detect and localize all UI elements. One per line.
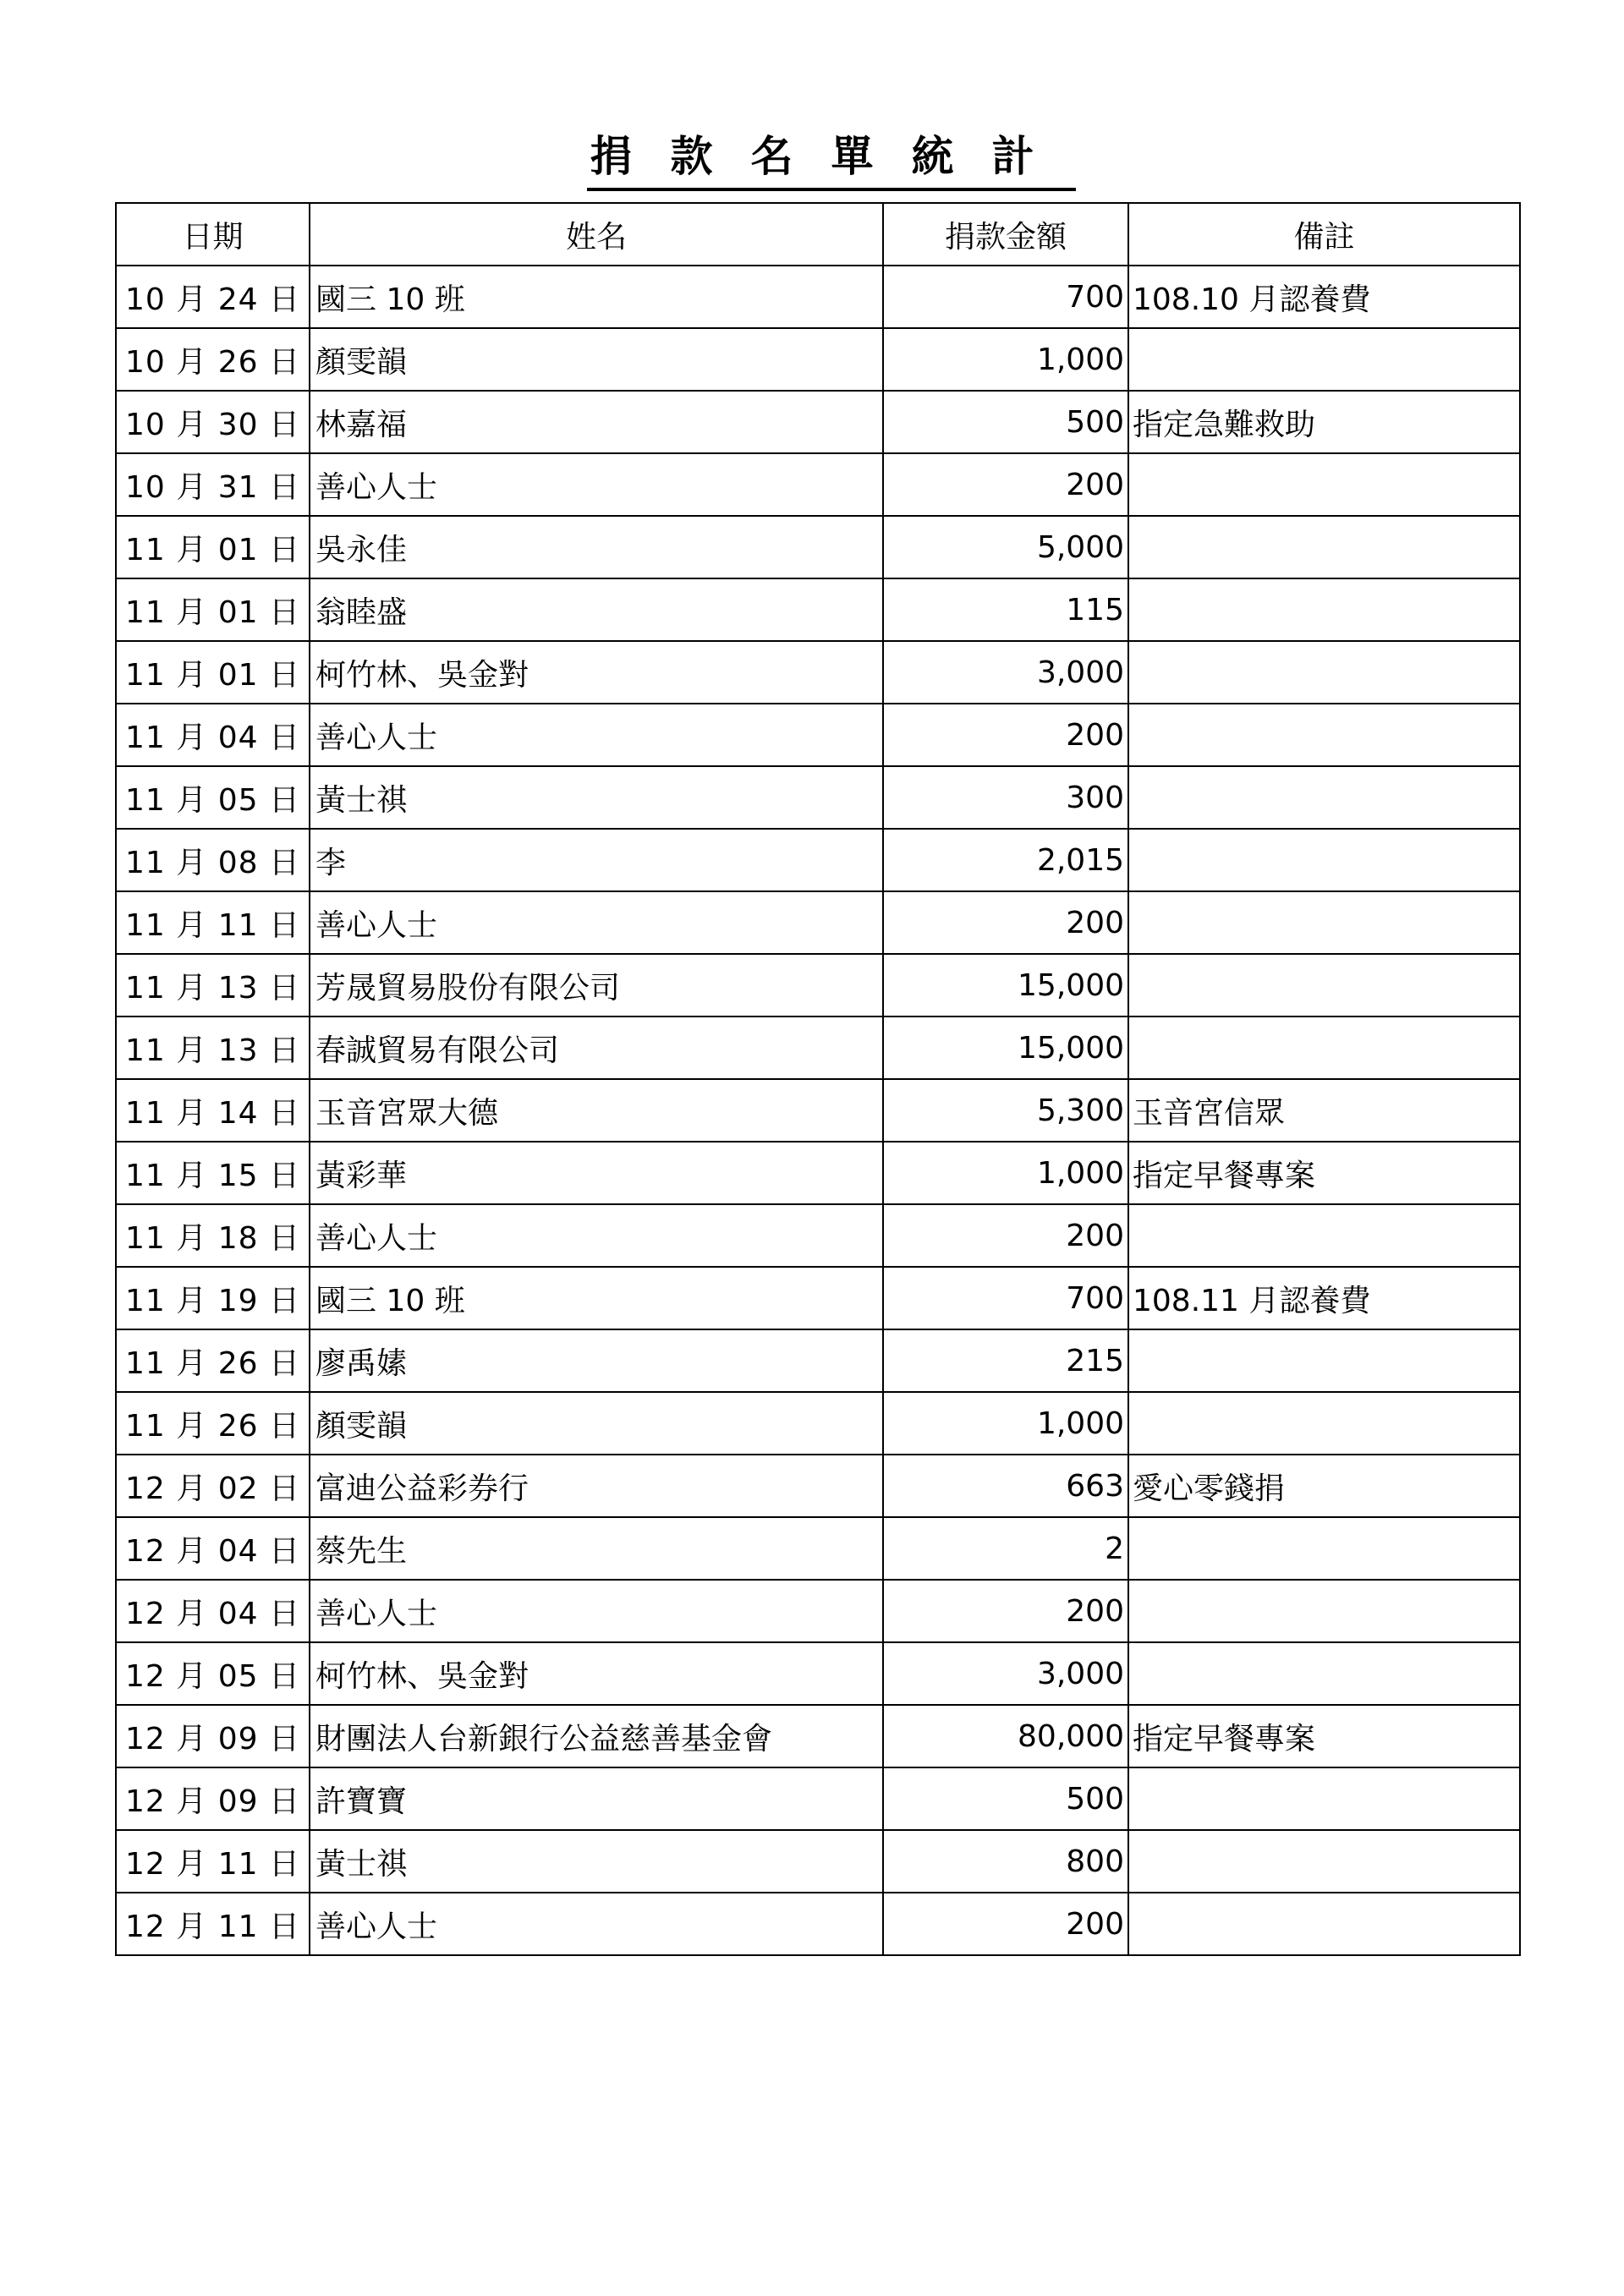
note-cell: 108.10 月認養費 — [1128, 266, 1520, 328]
table-row — [116, 766, 1520, 829]
amount-cell: 80,000 — [883, 1705, 1128, 1767]
date-cell: 12 月 09 日 — [116, 1705, 310, 1767]
amount-cell: 700 — [883, 1267, 1128, 1329]
header-date: 日期 — [116, 203, 310, 266]
date-cell: 11 月 26 日 — [116, 1329, 310, 1392]
note-cell: 指定早餐專案 — [1128, 1705, 1520, 1767]
note-cell — [1128, 328, 1520, 391]
table-row — [116, 1392, 1520, 1455]
date-cell: 11 月 11 日 — [116, 891, 310, 954]
date-cell: 11 月 05 日 — [116, 766, 310, 829]
table-row — [116, 891, 1520, 954]
name-cell: 善心人士 — [310, 891, 883, 954]
table-row — [116, 1830, 1520, 1893]
note-cell — [1128, 1517, 1520, 1580]
table-header-row — [116, 203, 1520, 266]
note-cell — [1128, 1016, 1520, 1079]
amount-cell: 1,000 — [883, 1392, 1128, 1455]
name-cell: 黃士祺 — [310, 1830, 883, 1893]
date-cell: 12 月 09 日 — [116, 1767, 310, 1830]
amount-cell: 15,000 — [883, 954, 1128, 1016]
note-cell — [1128, 1767, 1520, 1830]
table-row — [116, 1204, 1520, 1267]
table-row — [116, 1016, 1520, 1079]
amount-cell: 3,000 — [883, 641, 1128, 704]
amount-cell: 5,300 — [883, 1079, 1128, 1142]
date-cell: 11 月 14 日 — [116, 1079, 310, 1142]
note-cell — [1128, 1204, 1520, 1267]
name-cell: 善心人士 — [310, 1580, 883, 1642]
name-cell: 芳晟貿易股份有限公司 — [310, 954, 883, 1016]
amount-cell: 215 — [883, 1329, 1128, 1392]
date-cell: 12 月 04 日 — [116, 1580, 310, 1642]
date-cell: 12 月 11 日 — [116, 1893, 310, 1955]
name-cell: 翁睦盛 — [310, 578, 883, 641]
amount-cell: 115 — [883, 578, 1128, 641]
date-cell: 10 月 30 日 — [116, 391, 310, 453]
note-cell — [1128, 1392, 1520, 1455]
amount-cell: 663 — [883, 1455, 1128, 1517]
name-cell: 善心人士 — [310, 1893, 883, 1955]
table-row — [116, 1142, 1520, 1204]
date-cell: 10 月 24 日 — [116, 266, 310, 328]
date-cell: 12 月 04 日 — [116, 1517, 310, 1580]
amount-cell: 800 — [883, 1830, 1128, 1893]
note-cell: 指定早餐專案 — [1128, 1142, 1520, 1204]
date-cell: 10 月 26 日 — [116, 328, 310, 391]
name-cell: 柯竹林、吳金對 — [310, 1642, 883, 1705]
name-cell: 黃士祺 — [310, 766, 883, 829]
note-cell — [1128, 453, 1520, 516]
table-row — [116, 1642, 1520, 1705]
note-cell — [1128, 829, 1520, 891]
name-cell: 善心人士 — [310, 453, 883, 516]
table-row — [116, 516, 1520, 578]
name-cell: 李 — [310, 829, 883, 891]
header-amount: 捐款金額 — [883, 203, 1128, 266]
date-cell: 12 月 05 日 — [116, 1642, 310, 1705]
amount-cell: 500 — [883, 391, 1128, 453]
note-cell — [1128, 641, 1520, 704]
amount-cell: 200 — [883, 704, 1128, 766]
amount-cell: 200 — [883, 453, 1128, 516]
amount-cell: 2 — [883, 1517, 1128, 1580]
note-cell: 愛心零錢捐 — [1128, 1455, 1520, 1517]
name-cell: 顏雯韻 — [310, 1392, 883, 1455]
name-cell: 國三 10 班 — [310, 266, 883, 328]
note-cell — [1128, 1329, 1520, 1392]
note-cell — [1128, 891, 1520, 954]
date-cell: 11 月 18 日 — [116, 1204, 310, 1267]
table-row — [116, 328, 1520, 391]
name-cell: 富迪公益彩券行 — [310, 1455, 883, 1517]
note-cell — [1128, 766, 1520, 829]
note-cell — [1128, 1830, 1520, 1893]
name-cell: 玉音宮眾大德 — [310, 1079, 883, 1142]
note-cell — [1128, 1580, 1520, 1642]
header-name: 姓名 — [310, 203, 883, 266]
note-cell: 108.11 月認養費 — [1128, 1267, 1520, 1329]
name-cell: 廖禹嫊 — [310, 1329, 883, 1392]
amount-cell: 200 — [883, 891, 1128, 954]
note-cell — [1128, 578, 1520, 641]
date-cell: 11 月 01 日 — [116, 516, 310, 578]
table-row — [116, 1893, 1520, 1955]
amount-cell: 500 — [883, 1767, 1128, 1830]
table-row — [116, 578, 1520, 641]
table-row — [116, 1767, 1520, 1830]
date-cell: 12 月 11 日 — [116, 1830, 310, 1893]
note-cell: 玉音宮信眾 — [1128, 1079, 1520, 1142]
date-cell: 10 月 31 日 — [116, 453, 310, 516]
amount-cell: 5,000 — [883, 516, 1128, 578]
name-cell: 吳永佳 — [310, 516, 883, 578]
name-cell: 黃彩華 — [310, 1142, 883, 1204]
table-row — [116, 1455, 1520, 1517]
note-cell: 指定急難救助 — [1128, 391, 1520, 453]
amount-cell: 200 — [883, 1893, 1128, 1955]
amount-cell: 15,000 — [883, 1016, 1128, 1079]
table-row — [116, 453, 1520, 516]
amount-cell: 300 — [883, 766, 1128, 829]
table-row — [116, 266, 1520, 328]
amount-cell: 1,000 — [883, 328, 1128, 391]
name-cell: 春誠貿易有限公司 — [310, 1016, 883, 1079]
amount-cell: 3,000 — [883, 1642, 1128, 1705]
name-cell: 蔡先生 — [310, 1517, 883, 1580]
amount-cell: 200 — [883, 1580, 1128, 1642]
date-cell: 11 月 01 日 — [116, 641, 310, 704]
name-cell: 柯竹林、吳金對 — [310, 641, 883, 704]
date-cell: 11 月 01 日 — [116, 578, 310, 641]
note-cell — [1128, 704, 1520, 766]
name-cell: 顏雯韻 — [310, 328, 883, 391]
amount-cell: 200 — [883, 1204, 1128, 1267]
note-cell — [1128, 1642, 1520, 1705]
table-row — [116, 1705, 1520, 1767]
date-cell: 11 月 19 日 — [116, 1267, 310, 1329]
date-cell: 12 月 02 日 — [116, 1455, 310, 1517]
note-cell — [1128, 1893, 1520, 1955]
date-cell: 11 月 26 日 — [116, 1392, 310, 1455]
date-cell: 11 月 13 日 — [116, 1016, 310, 1079]
date-cell: 11 月 08 日 — [116, 829, 310, 891]
table-row — [116, 641, 1520, 704]
donation-table — [115, 202, 1521, 1956]
table-row — [116, 1517, 1520, 1580]
page-title-text: 捐款名單統計 — [587, 127, 1076, 191]
table-row — [116, 1267, 1520, 1329]
date-cell: 11 月 13 日 — [116, 954, 310, 1016]
table-body — [116, 266, 1520, 1955]
table-row — [116, 829, 1520, 891]
table-row — [116, 391, 1520, 453]
name-cell: 林嘉福 — [310, 391, 883, 453]
name-cell: 許寶寶 — [310, 1767, 883, 1830]
table-row — [116, 954, 1520, 1016]
name-cell: 善心人士 — [310, 704, 883, 766]
name-cell: 善心人士 — [310, 1204, 883, 1267]
table-row — [116, 1580, 1520, 1642]
date-cell: 11 月 04 日 — [116, 704, 310, 766]
note-cell — [1128, 954, 1520, 1016]
note-cell — [1128, 516, 1520, 578]
name-cell: 國三 10 班 — [310, 1267, 883, 1329]
header-note: 備註 — [1128, 203, 1520, 266]
amount-cell: 1,000 — [883, 1142, 1128, 1204]
table-row — [116, 1329, 1520, 1392]
amount-cell: 700 — [883, 266, 1128, 328]
date-cell: 11 月 15 日 — [116, 1142, 310, 1204]
table-row — [116, 1079, 1520, 1142]
page-title — [0, 127, 1624, 191]
name-cell: 財團法人台新銀行公益慈善基金會 — [310, 1705, 883, 1767]
table-row — [116, 704, 1520, 766]
amount-cell: 2,015 — [883, 829, 1128, 891]
